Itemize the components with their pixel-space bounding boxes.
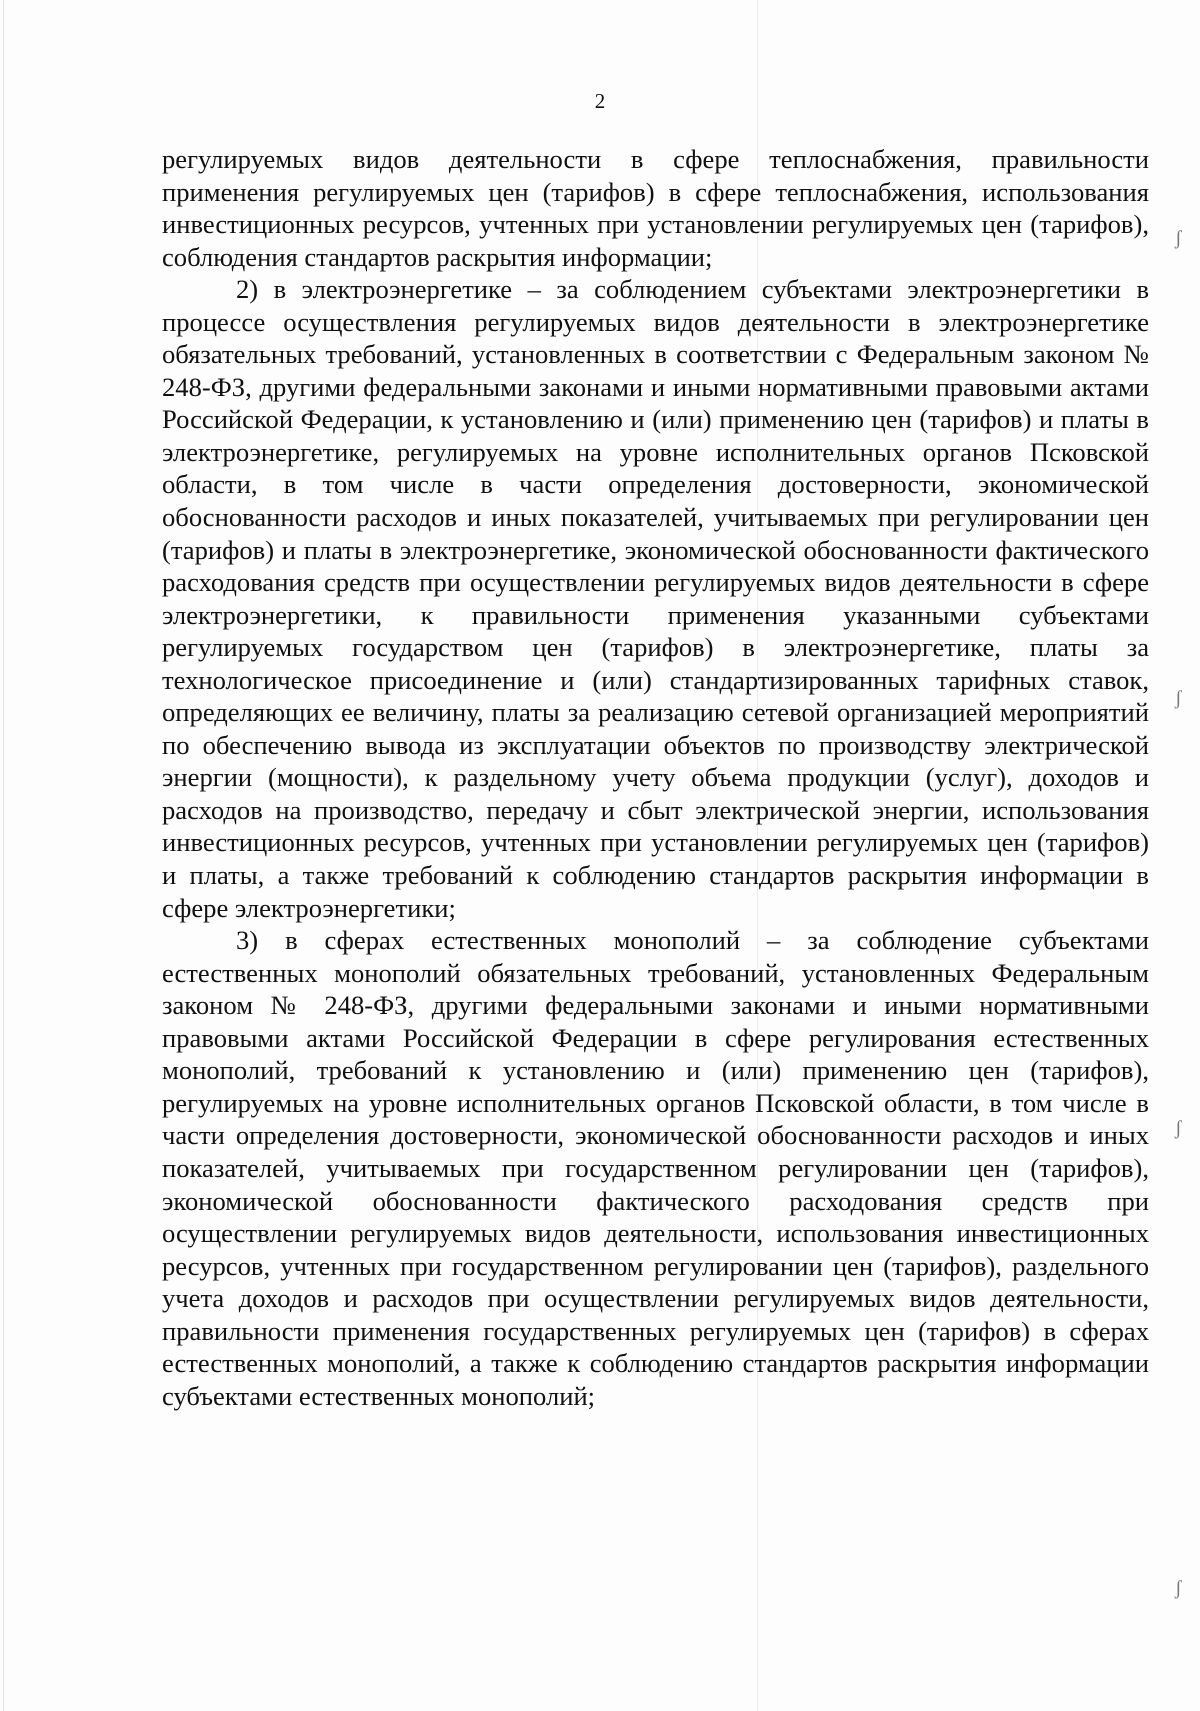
page-number: 2 — [594, 89, 606, 113]
scan-artifact-mark: ʃ — [1175, 1117, 1182, 1139]
scan-artifact-mark: ʃ — [1175, 1577, 1182, 1599]
scan-artifact-mark: ʃ — [1175, 227, 1182, 249]
document-body — [162, 143, 1149, 1412]
paragraph-continuation: регулируемых видов деятельности в сфере теплоснабжения, правильности применения регулируемых цен (тарифов) в сфере теплоснабжения, использования инвестиционных ресурсов, учтенных при установлении регулируемых цен (тарифов), соблюдения стандартов раскрытия информации; — [162, 144, 1149, 272]
scan-artifact-mark: ʃ — [1175, 687, 1182, 709]
paragraph-item-2: 2) в электроэнергетике – за соблюдением субъектами электроэнергетики в процессе осуществления регулируемых видов деятельности в электроэнергетике обязательных требований, установленных в соответствии с Федеральным законом № 248-ФЗ, другими федеральными законами и иными нормативными правовыми актами Российской Федерации, к установлению и (или) применению цен (тарифов) и платы в электроэнергетике, регулируемых на уровне исполнительных органов Псковской области, в том числе в части определения достоверности, экономической обоснованности расходов и иных показателей, учитываемых при регулировании цен (тарифов) и платы в электроэнергетике, экономической обоснованности фактического расходования средств при осуществлении регулируемых видов деятельности в сфере электроэнергетики, к правильности применения указанными субъектами регулируемых государством цен (тарифов) в электроэнергетике, платы за технологическое присоединение и (или) стандартизированных тарифных ставок, определяющих ее величину, платы за реализацию сетевой организацией мероприятий по обеспечению вывода из эксплуатации объектов по производству электрической энергии (мощности), к раздельному учету объема продукции (услуг), доходов и расходов на производство, передачу и сбыт электрической энергии, использования инвестиционных ресурсов, учтенных при установлении регулируемых цен (тарифов) и платы, а также требований к соблюдению стандартов раскрытия информации в сфере электроэнергетики; — [162, 274, 1149, 923]
paragraph-item-3: 3) в сферах естественных монополий – за соблюдение субъектами естественных монополий обязательных требований, установленных Федеральным законом № 248-ФЗ, другими федеральными законами и иными нормативными правовыми актами Российской Федерации в сфере регулирования естественных монополий, требований к установлению и (или) применению цен (тарифов), регулируемых на уровне исполнительных органов Псковской области, в том числе в части определения достоверности, экономической обоснованности расходов и иных показателей, учитываемых при государственном регулировании цен (тарифов), экономической обоснованности фактического расходования средств при осуществлении регулируемых видов деятельности, использования инвестиционных ресурсов, учтенных при государственном регулировании цен (тарифов), раздельного учета доходов и расходов при осуществлении регулируемых видов деятельности, правильности применения государственных регулируемых цен (тарифов) в сферах естественных монополий, а также к соблюдению стандартов раскрытия информации субъектами естественных монополий; — [162, 925, 1149, 1411]
scan-artifact-line — [3, 0, 4, 1711]
